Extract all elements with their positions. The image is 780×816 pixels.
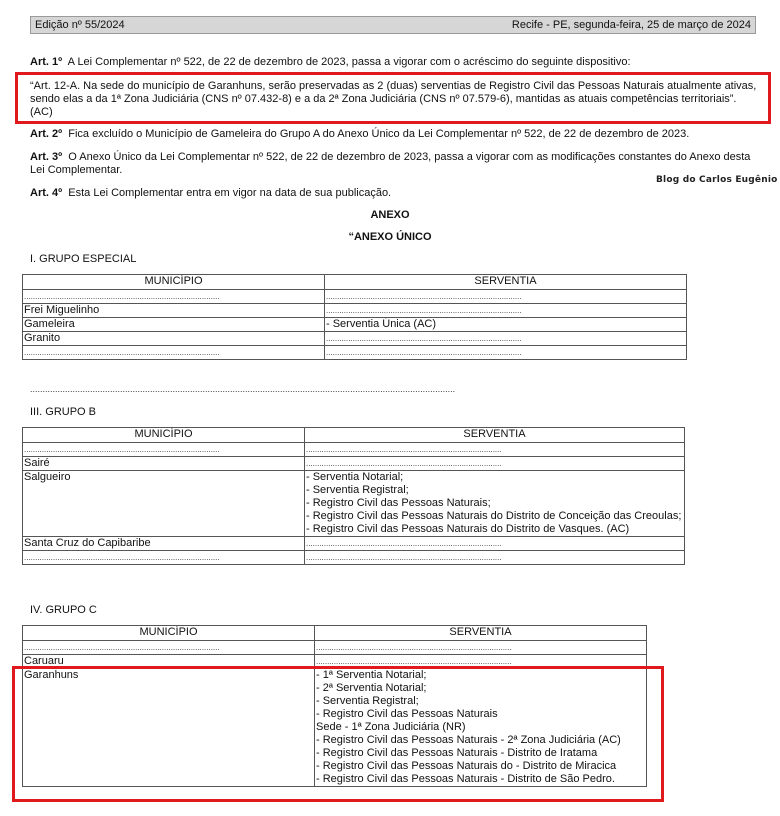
- col-header-serventia: SERVENTIA: [305, 428, 685, 443]
- dots: ........................................................................................: [24, 292, 220, 301]
- article-12a-quote: “Art. 12-A. Na sede do município de Garanhuns, serão preservadas as 2 (duas) serventias de Registro Civil das Pessoas Naturais atualmente ativas, sendo elas a da 1ª Zona Judiciária (CNS nº 07.432-8) e a da 2ª Zona Judiciária (CNS nº 07.579-6), mantidas as atuais competências territoriais”. (AC): [30, 80, 757, 118]
- municipio-cell: Santa Cruz do Capibaribe: [23, 537, 305, 551]
- article-3-label: Art. 3º: [30, 151, 63, 163]
- page-header: [30, 16, 756, 34]
- serventia-item: - 2ª Serventia Notarial;: [316, 682, 427, 694]
- dots: ........................................................................................: [316, 657, 512, 666]
- dots: ........................................................................................: [24, 348, 220, 357]
- serventia-item: Sede - 1ª Zona Judiciária (NR): [316, 721, 466, 733]
- dots: ........................................................................................: [24, 553, 220, 562]
- dots: ........................................................................................: [326, 306, 522, 315]
- municipio-cell: Gameleira: [23, 318, 325, 332]
- serventia-item: - Registro Civil das Pessoas Naturais do Distrito de Vasques. (AC): [306, 523, 630, 535]
- table-row: [23, 290, 687, 304]
- table-group-especial: [22, 274, 687, 360]
- table-row: [23, 318, 687, 332]
- municipio-cell: Frei Miguelinho: [23, 304, 325, 318]
- group-especial-title: I. GRUPO ESPECIAL: [30, 253, 137, 265]
- col-header-municipio: MUNICÍPIO: [23, 626, 315, 641]
- serventia-item: - Registro Civil das Pessoas Naturais - 2ª Zona Judiciária (AC): [316, 734, 621, 746]
- annex-title: ANEXO: [370, 209, 410, 221]
- dots: ........................................................................................: [24, 445, 220, 454]
- article-4: [30, 187, 758, 200]
- article-4-text: Esta Lei Complementar entra em vigor na data de sua publicação.: [68, 187, 392, 199]
- serventia-cell: - Serventia Única (AC): [325, 318, 687, 332]
- dots: ........................................................................................: [316, 643, 512, 652]
- municipio-cell: Sairé: [23, 457, 305, 471]
- dots: ........................................................................................: [306, 539, 502, 548]
- article-2-label: Art. 2º: [30, 128, 63, 140]
- edition-number: Edição nº 55/2024: [35, 19, 125, 31]
- table-row: [23, 443, 685, 457]
- group-c-title: IV. GRUPO C: [30, 604, 97, 616]
- col-header-municipio: MUNICÍPIO: [23, 275, 325, 290]
- dots: ........................................................................................: [24, 643, 220, 652]
- dots: ........................................................................................: [326, 334, 522, 343]
- table-row: [23, 457, 685, 471]
- article-3-text: O Anexo Único da Lei Complementar nº 522, de 22 de dezembro de 2023, passa a vigorar com as modificações constantes do Anexo desta Lei Complementar.: [30, 151, 751, 176]
- article-4-label: Art. 4º: [30, 187, 63, 199]
- serventia-item: - Registro Civil das Pessoas Naturais - Distrito de Iratama: [316, 747, 598, 759]
- col-header-municipio: MUNICÍPIO: [23, 428, 305, 443]
- article-3: [30, 151, 758, 177]
- article-2: [30, 128, 758, 141]
- table-row: [23, 304, 687, 318]
- serventia-item: - Registro Civil das Pessoas Naturais: [316, 708, 498, 720]
- dots: ........................................................................................: [306, 459, 502, 468]
- table-row: [23, 332, 687, 346]
- serventia-item: - Serventia Notarial;: [306, 471, 404, 483]
- table-group-b: [22, 427, 685, 565]
- serventia-item: - Registro Civil das Pessoas Naturais do - Distrito de Miracica: [316, 760, 617, 772]
- dots: ........................................................................................: [306, 553, 502, 562]
- annex-subtitle: “ANEXO ÚNICO: [348, 231, 432, 243]
- table-row: [23, 471, 685, 537]
- serventia-item: - Serventia Registral;: [316, 695, 419, 707]
- municipio-cell: Caruaru: [23, 655, 315, 669]
- municipio-cell: Salgueiro: [23, 471, 305, 537]
- table-row: [23, 551, 685, 565]
- article-1: [30, 56, 758, 69]
- group-b-title: III. GRUPO B: [30, 406, 97, 418]
- blog-watermark: Blog do Carlos Eugênio: [656, 175, 778, 185]
- serventia-item: - Serventia Registral;: [306, 484, 409, 496]
- col-header-serventia: SERVENTIA: [325, 275, 687, 290]
- dots: ........................................................................................: [306, 445, 502, 454]
- serventia-item: - 1ª Serventia Notarial;: [316, 669, 427, 681]
- serventia-item: - Registro Civil das Pessoas Naturais do Distrito de Conceição das Creoulas;: [306, 510, 682, 522]
- dots: ........................................................................................: [326, 348, 522, 357]
- serventia-item: - Registro Civil das Pessoas Naturais - Distrito de São Pedro.: [316, 773, 615, 785]
- table-row: [23, 537, 685, 551]
- article-1-text: A Lei Complementar nº 522, de 22 de dezembro de 2023, passa a vigorar com o acréscimo do seguinte dispositivo:: [67, 56, 631, 68]
- article-2-text: Fica excluído o Município de Gameleira do Grupo A do Anexo Único da Lei Complementar nº 522, de 22 de dezembro de 2023.: [68, 128, 690, 140]
- serventia-item: - Registro Civil das Pessoas Naturais;: [306, 497, 491, 509]
- separator-dots: ..........................................................................................................................................................................: [30, 384, 456, 394]
- col-header-serventia: SERVENTIA: [315, 626, 647, 641]
- dots: ........................................................................................: [326, 292, 522, 301]
- highlight-box-garanhuns: [12, 666, 664, 802]
- article-1-label: Art. 1º: [30, 56, 63, 68]
- table-row: [23, 641, 647, 655]
- place-date: Recife - PE, segunda-feira, 25 de março de 2024: [511, 19, 751, 31]
- municipio-cell: Garanhuns: [23, 669, 315, 787]
- table-row: [23, 346, 687, 360]
- municipio-cell: Granito: [23, 332, 325, 346]
